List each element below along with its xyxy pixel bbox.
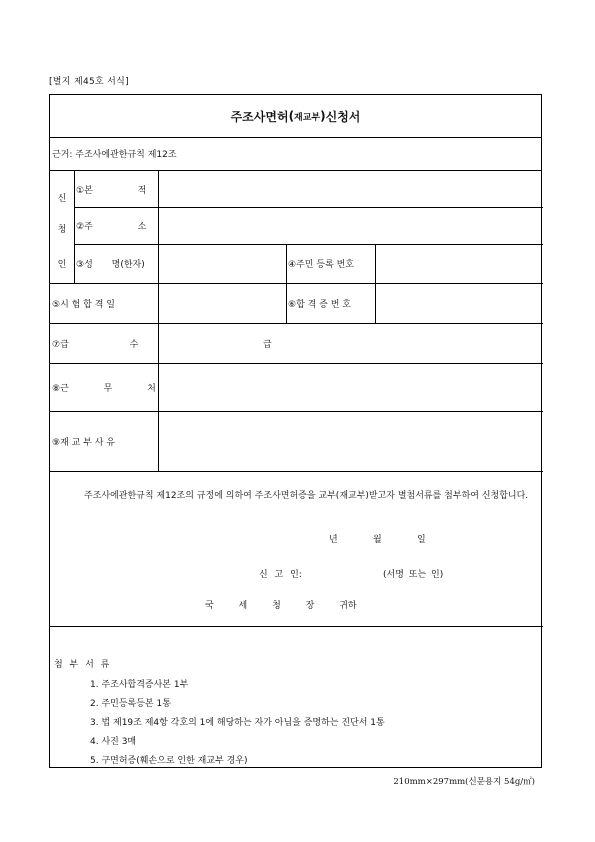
title-paren-open: ( bbox=[288, 109, 295, 123]
title-paren-close: ) bbox=[320, 109, 326, 123]
reissue-reason-field[interactable] bbox=[159, 411, 543, 471]
attachment-item: 3. 법 제19조 제4항 각호의 1에 해당하는 자가 아님을 증명하는 진단서 1통 bbox=[90, 718, 385, 728]
col-divider bbox=[74, 171, 75, 283]
certificate-number-label: ⑥합 격 증 번 호 bbox=[288, 299, 351, 310]
applicant-label bbox=[50, 171, 74, 283]
recipient: 국 세 청 장 귀하 bbox=[205, 601, 357, 611]
paper-spec-note: 210mm×297mm(신문용지 54g/㎡) bbox=[393, 777, 535, 787]
row-divider bbox=[50, 626, 543, 627]
form-number-tag: [별지 제45호 서식] bbox=[49, 77, 129, 87]
title-reissue: 재교부 bbox=[294, 112, 321, 123]
form-title bbox=[50, 95, 541, 138]
applicant-sign-label: 신 고 인: bbox=[259, 570, 302, 580]
domicile-label: ①본 적 bbox=[76, 185, 147, 196]
address-field[interactable] bbox=[159, 207, 543, 244]
grade-unit: 급 bbox=[263, 339, 272, 350]
address-label: ②주 소 bbox=[76, 222, 147, 232]
reissue-reason-label: ⑨재 교 부 사 유 bbox=[52, 437, 115, 448]
grade-label: ⑦급 수 bbox=[52, 339, 139, 350]
date-month: 월 bbox=[373, 535, 382, 545]
domicile-field[interactable] bbox=[159, 171, 543, 207]
application-form bbox=[49, 94, 542, 768]
resident-number-label: ④주민 등록 번호 bbox=[288, 260, 354, 270]
title-main: 주조사면허 bbox=[230, 109, 289, 124]
applicant-char: 인 bbox=[57, 260, 67, 270]
col-divider bbox=[286, 244, 287, 323]
title-suffix: 신청서 bbox=[325, 109, 361, 124]
date-day: 일 bbox=[417, 535, 426, 545]
attachment-item: 1. 주조사합격증사본 1부 bbox=[90, 680, 189, 690]
legal-basis: 근거: 주조사에관한규칙 제12조 bbox=[50, 137, 541, 171]
exam-date-label: ⑤시 험 합 격 일 bbox=[52, 299, 115, 310]
applicant-char: 신 bbox=[57, 194, 67, 204]
resident-number-field[interactable] bbox=[376, 244, 543, 283]
certificate-number-field[interactable] bbox=[376, 283, 543, 323]
applicant-char: 청 bbox=[57, 225, 67, 235]
grade-field[interactable] bbox=[159, 323, 543, 363]
attachments-title: 첨 부 서 류 bbox=[54, 660, 112, 670]
workplace-field[interactable] bbox=[159, 363, 543, 411]
name-field[interactable] bbox=[159, 244, 286, 283]
name-label: ③성 명(한자) bbox=[76, 260, 145, 270]
exam-date-field[interactable] bbox=[159, 283, 286, 323]
declaration-section bbox=[50, 471, 541, 626]
workplace-label: ⑧근 무 처 bbox=[52, 383, 156, 394]
attachment-item: 5. 구면허증(훼손으로 인한 재교부 경우) bbox=[90, 756, 248, 766]
attachment-item: 2. 주민등록등본 1통 bbox=[90, 699, 171, 709]
attachment-item: 4. 사진 3매 bbox=[90, 737, 137, 747]
date-year: 년 bbox=[329, 535, 338, 545]
declaration-text: 주조사에관한규칙 제12조의 규정에 의하여 주조사면허증을 교부(재교부)받고자 별첨서류를 첨부하여 신청합니다. bbox=[84, 491, 529, 501]
signature-placeholder: (서명 또는 인) bbox=[383, 570, 444, 580]
